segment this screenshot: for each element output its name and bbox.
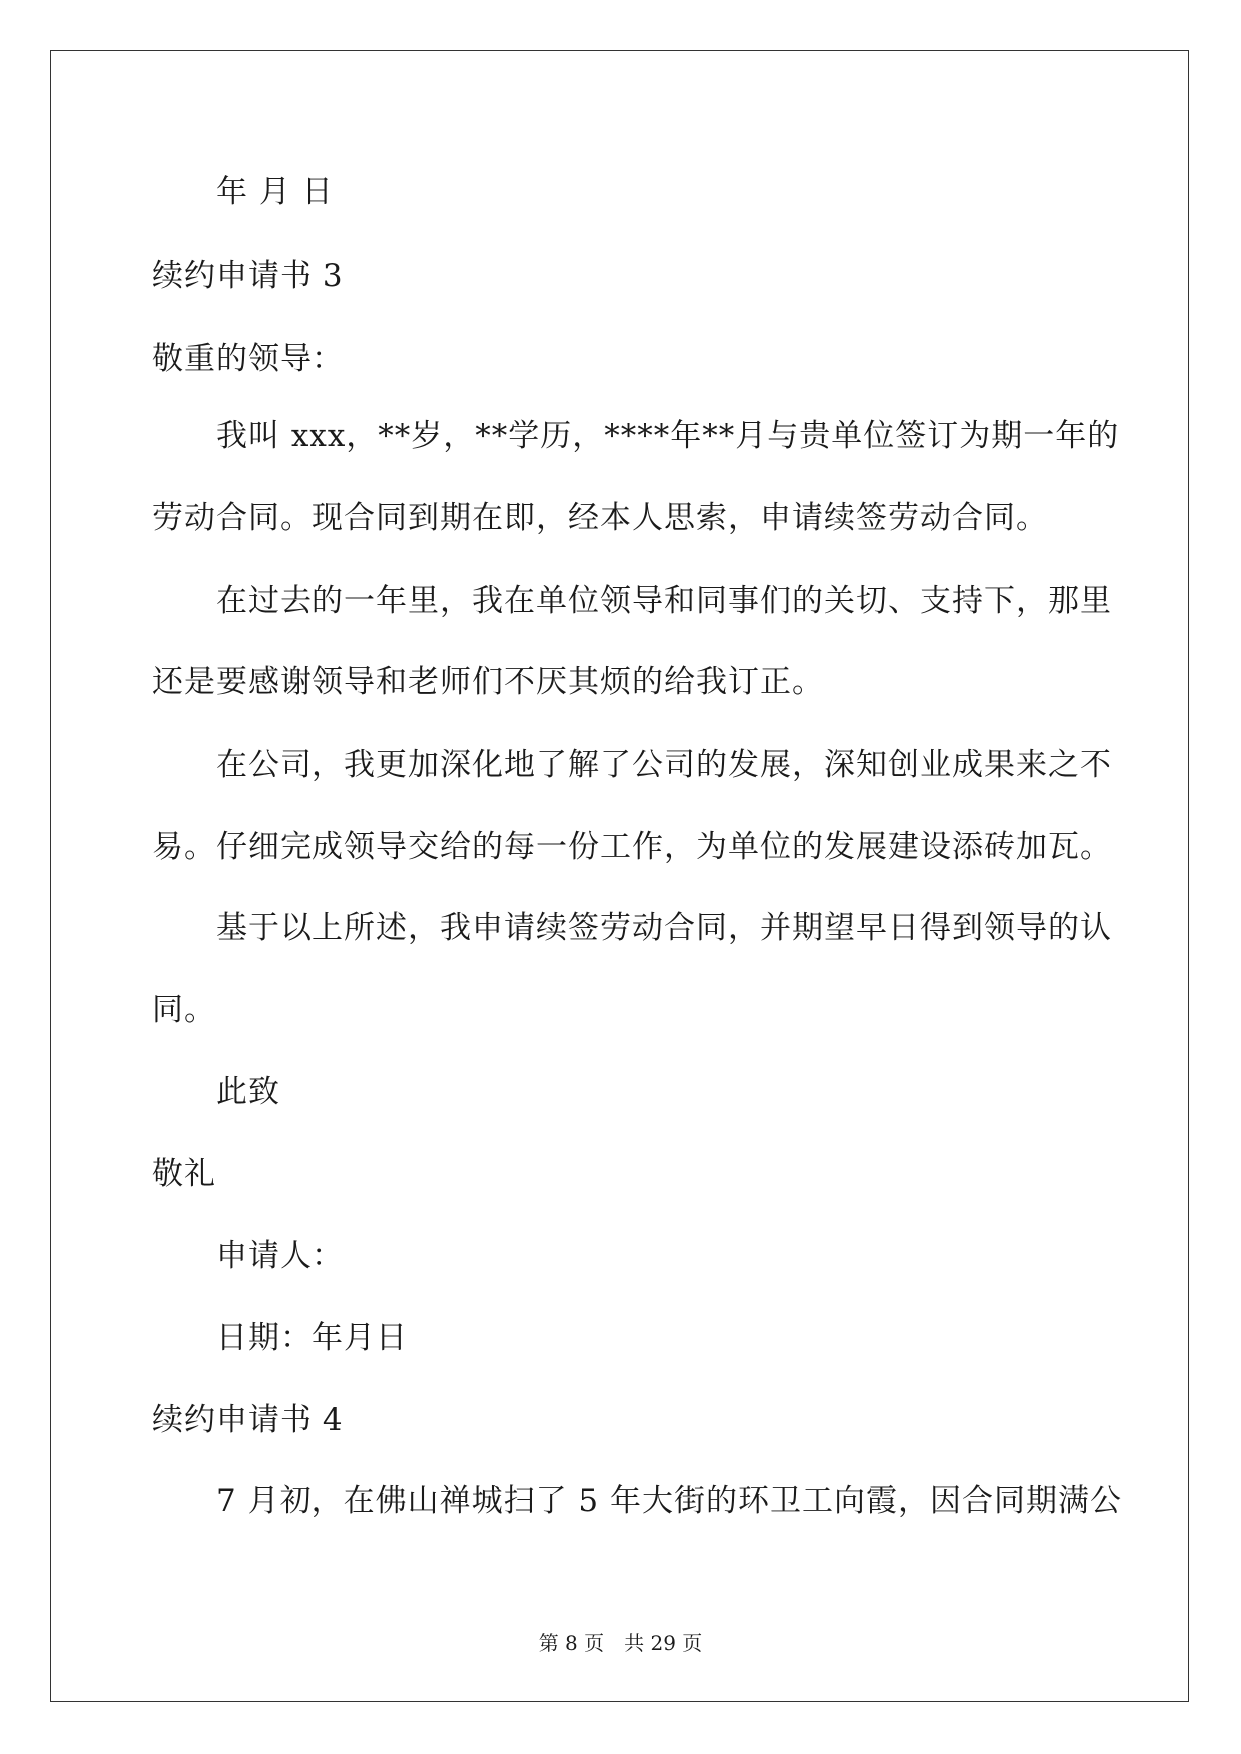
paragraph-line: 在公司，我更加深化地了解了公司的发展，深知创业成果来之不 xyxy=(216,747,1112,783)
paragraph-line: 在过去的一年里，我在单位领导和同事们的关切、支持下，那里 xyxy=(216,583,1112,619)
section-heading-4: 续约申请书 4 xyxy=(152,1402,344,1438)
section-heading-3: 续约申请书 3 xyxy=(152,258,344,294)
paragraph-line: 基于以上所述，我申请续签劳动合同，并期望早日得到领导的认 xyxy=(216,910,1112,946)
paragraph-line: 7 月初，在佛山禅城扫了 5 年大街的环卫工向霞，因合同期满公 xyxy=(216,1483,1123,1519)
date-line-2: 日期：年月日 xyxy=(216,1320,408,1356)
closing-line: 此致 xyxy=(216,1074,280,1110)
paragraph-line: 劳动合同。现合同到期在即，经本人思索，申请续签劳动合同。 xyxy=(152,500,1048,536)
paragraph-line: 易。仔细完成领导交给的每一份工作，为单位的发展建设添砖加瓦。 xyxy=(152,829,1112,865)
page-border xyxy=(50,50,1189,1702)
page-footer: 第 8 页 共 29 页 xyxy=(538,1631,703,1655)
paragraph-line: 我叫 xxx，**岁，**学历，****年**月与贵单位签订为期一年的 xyxy=(216,418,1120,454)
closing-regards: 敬礼 xyxy=(152,1156,216,1192)
salutation: 敬重的领导： xyxy=(152,341,344,377)
applicant-line: 申请人： xyxy=(216,1238,344,1274)
paragraph-line: 同。 xyxy=(152,992,216,1028)
paragraph-line: 还是要感谢领导和老师们不厌其烦的给我订正。 xyxy=(152,664,824,700)
date-line-1: 年 月 日 xyxy=(216,174,334,210)
